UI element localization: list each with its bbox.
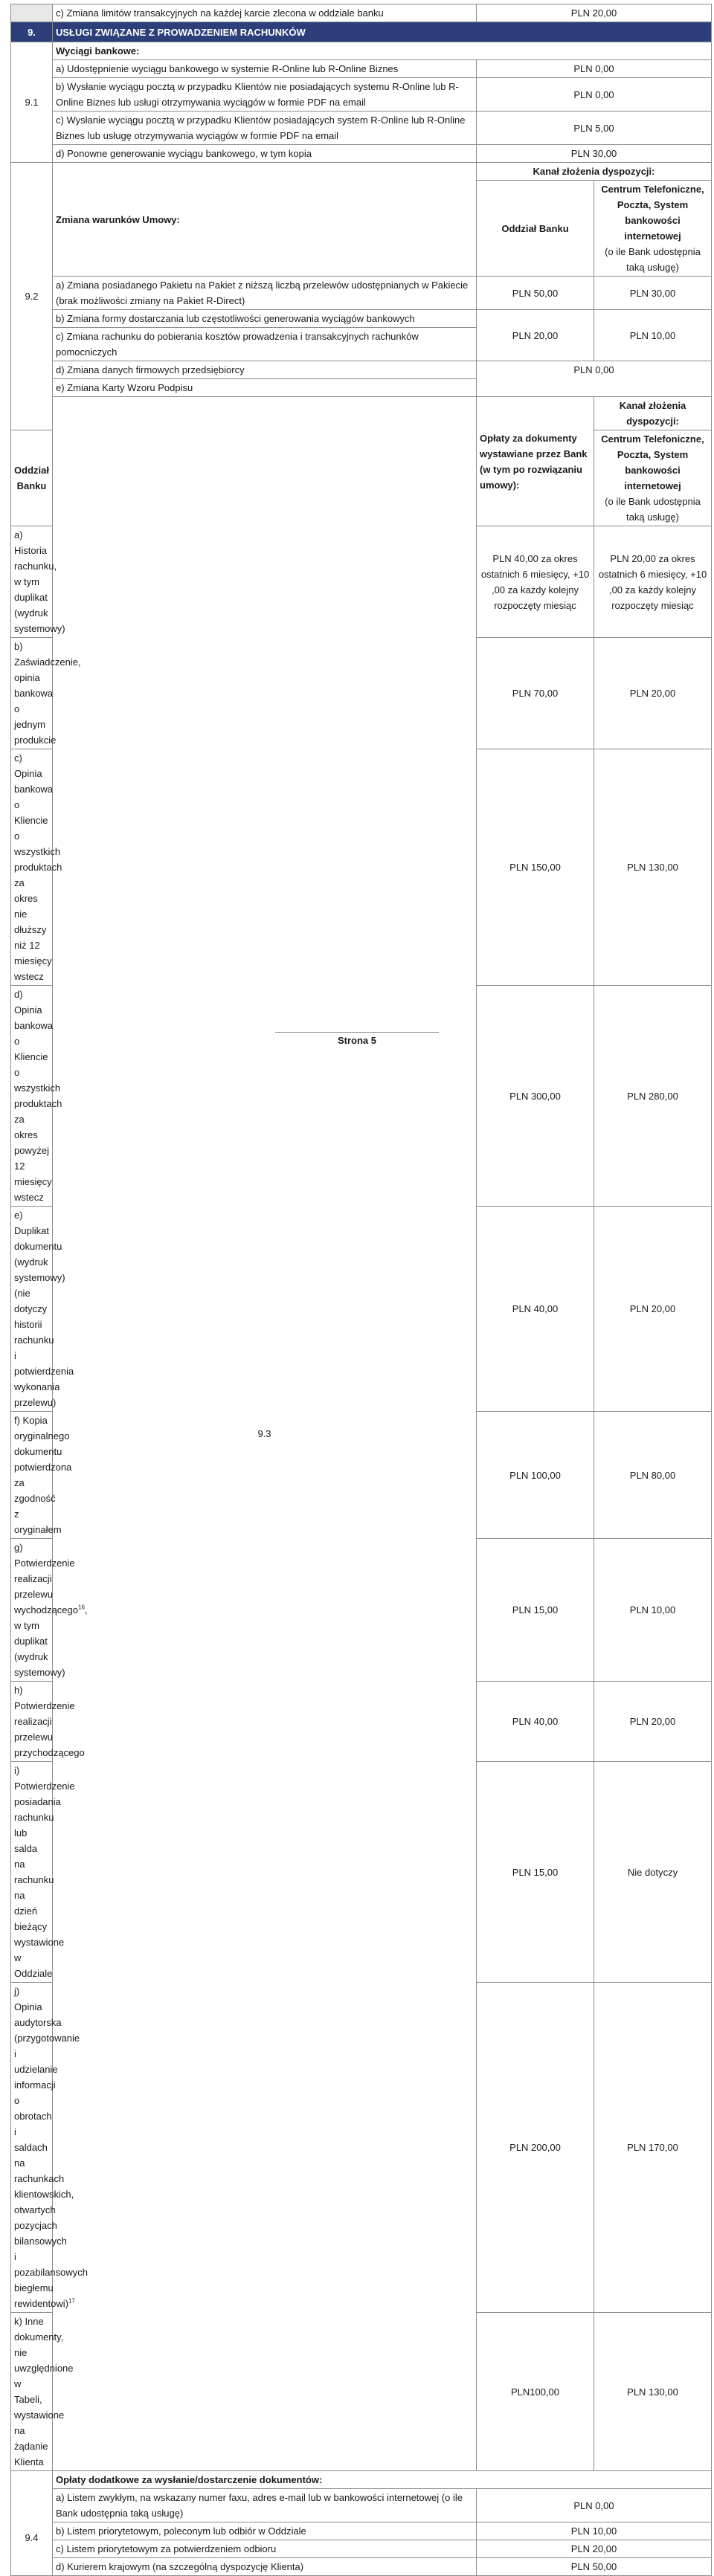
row-label: c) Zmiana rachunku do pobierania kosztów prowadzenia i transakcyjnych rachunków pomocniczych <box>53 328 477 361</box>
row-label <box>11 1207 74 1412</box>
row-label <box>11 1539 88 1682</box>
column-header-remote <box>594 181 712 277</box>
row-label: k) Inne dokumenty, nie uwzględnione w Tabeli, wystawione na żądanie Klienta <box>11 2313 53 2471</box>
row-label: h) Potwierdzenie realizacji przelewu przychodzącego <box>11 1682 53 1762</box>
table-row <box>11 310 712 328</box>
row-price-branch: PLN 150,00 <box>477 749 594 986</box>
subsection-heading: Wyciągi bankowe: <box>53 42 712 60</box>
row-price-branch: PLN 40,00 <box>477 1682 594 1762</box>
row-price-remote: PLN 80,00 <box>594 1412 712 1539</box>
column-header-remote <box>594 430 712 526</box>
column-header-remote-note: (o ile Bank udostępnia taką usługę) <box>605 496 701 523</box>
table-row <box>11 163 712 181</box>
table-row <box>11 42 712 60</box>
table-row <box>11 78 712 112</box>
row-label-text: g) Potwierdzenie realizacji przelewu wychodzącego <box>14 1542 78 1615</box>
row-label-note: (nie dotyczy historii rachunku i potwierdzenia wykonania przelewu) <box>14 1288 74 1408</box>
row-price-branch: PLN 20,00 <box>477 310 594 361</box>
page-number: Strona 5 <box>337 1035 376 1046</box>
row-label-text: j) Opinia audytorska (przygotowanie i udzielanie informacji o obrotach i saldach na rachunkach klientowskich, otwartych pozycjach bilansowych i pozabilansowych biegłemu rewidentowi) <box>14 1986 89 2309</box>
footnote-ref: 17 <box>68 2297 75 2305</box>
footnote-ref: 16 <box>78 1604 85 1611</box>
column-header-branch: Oddział Banku <box>477 181 594 277</box>
row-number: 9.4 <box>11 2471 53 2576</box>
section-title: USŁUGI ZWIĄZANE Z PROWADZENIEM RACHUNKÓW <box>53 22 712 42</box>
row-price-branch: PLN100,00 <box>477 2313 594 2471</box>
row-price-remote: PLN 20,00 <box>594 638 712 749</box>
row-label: b) Zmiana formy dostarczania lub częstotliwości generowania wyciągów bankowych <box>53 310 477 328</box>
row-price-remote: PLN 280,00 <box>594 986 712 1207</box>
row-price: PLN 20,00 <box>477 2540 712 2558</box>
row-number: 9.2 <box>11 163 53 430</box>
table-row <box>11 2489 712 2522</box>
column-header-remote-note: (o ile Bank udostępnia taką usługę) <box>605 246 701 273</box>
row-price: PLN 0,00 <box>477 2489 712 2522</box>
row-label: d) Opinia bankowa o Kliencie o wszystkich produktach za okres powyżej 12 miesięcy wstecz <box>11 986 53 1207</box>
fee-table <box>10 4 712 2576</box>
row-label: a) Zmiana posiadanego Pakietu na Pakiet z niższą liczbą przelewów udostępnianych w Pakiecie (brak możliwości zmiany na Pakiet R-Direct) <box>53 277 477 310</box>
row-label <box>11 1983 89 2313</box>
column-header-remote-title: Centrum Telefoniczne, Poczta, System bankowości internetowej <box>601 433 704 491</box>
row-price: PLN 10,00 <box>477 2522 712 2540</box>
row-price-branch: PLN 40,00 za okres ostatnich 6 miesięcy, +10 ,00 za każdy kolejny rozpoczęty miesiąc <box>477 526 594 638</box>
row-label: d) Kurierem krajowym (na szczególną dyspozycję Klienta) <box>53 2558 477 2576</box>
table-row <box>11 2471 712 2489</box>
section-header <box>11 22 712 42</box>
row-label: b) Zaświadczenie, opinia bankowa o jednym produkcie <box>11 638 53 749</box>
channel-label: Kanał złożenia dyspozycji: <box>594 397 712 430</box>
section-number: 9. <box>11 22 53 42</box>
subsection-heading: Zmiana warunków Umowy: <box>53 163 477 277</box>
row-price-remote: PLN 170,00 <box>594 1983 712 2313</box>
row-label: a) Historia rachunku, w tym duplikat (wydruk systemowy) <box>11 526 53 638</box>
row-label: c) Opinia bankowa o Kliencie o wszystkich produktach za okres nie dłuższy niż 12 miesięcy wstecz <box>11 749 53 986</box>
row-price-remote: Nie dotyczy <box>594 1762 712 1983</box>
column-header-branch: Oddział Banku <box>11 430 53 526</box>
row-price-branch: PLN 15,00 <box>477 1762 594 1983</box>
row-label: e) Zmiana Karty Wzoru Podpisu <box>53 379 477 397</box>
row-label: d) Zmiana danych firmowych przedsiębiorcy <box>53 361 477 379</box>
row-price-branch: PLN 100,00 <box>477 1412 594 1539</box>
table-row <box>11 277 712 310</box>
row-number: 9.3 <box>53 397 477 2471</box>
row-price-branch: PLN 40,00 <box>477 1207 594 1412</box>
row-label: f) Kopia oryginalnego dokumentu potwierdzona za zgodność z oryginałem <box>11 1412 53 1539</box>
row-price-remote: PLN 130,00 <box>594 2313 712 2471</box>
row-price: PLN 30,00 <box>477 145 712 163</box>
row-price-remote: PLN 130,00 <box>594 749 712 986</box>
column-header-remote-title: Centrum Telefoniczne, Poczta, System bankowości internetowej <box>601 184 704 242</box>
row-price: PLN 50,00 <box>477 2558 712 2576</box>
row-label: d) Ponowne generowanie wyciągu bankowego, w tym kopia <box>53 145 477 163</box>
table-row <box>11 2522 712 2540</box>
row-label: a) Listem zwykłym, na wskazany numer faxu, adres e-mail lub w bankowości internetowej (o ile Bank udostępnia taką usługę) <box>53 2489 477 2522</box>
row-label: b) Wysłanie wyciągu pocztą w przypadku Klientów nie posiadających systemu R-Online lub R-Online Biznes lub usługi otrzymywania wyciągów w formie PDF na email <box>53 78 477 112</box>
table-row <box>11 361 712 379</box>
row-price-branch: PLN 15,00 <box>477 1539 594 1682</box>
subsection-heading: Opłaty dodatkowe za wysłanie/dostarczenie dokumentów: <box>53 2471 712 2489</box>
row-price-branch: PLN 200,00 <box>477 1983 594 2313</box>
channel-label: Kanał złożenia dyspozycji: <box>477 163 712 181</box>
row-price: PLN 0,00 <box>477 60 712 78</box>
row-price-remote: PLN 20,00 za okres ostatnich 6 miesięcy, +10 ,00 za każdy kolejny rozpoczęty miesiąc <box>594 526 712 638</box>
row-price: PLN 5,00 <box>477 112 712 145</box>
row-label: b) Listem priorytetowym, poleconym lub odbiór w Oddziale <box>53 2522 477 2540</box>
row-label: i) Potwierdzenie posiadania rachunku lub salda na rachunku na dzień bieżący wystawione w Oddziale <box>11 1762 53 1983</box>
table-row <box>11 2558 712 2576</box>
row-price-remote: PLN 10,00 <box>594 1539 712 1682</box>
row-number: 9.1 <box>11 42 53 163</box>
table-row <box>11 4 712 22</box>
row-price-branch: PLN 300,00 <box>477 986 594 1207</box>
row-number-empty <box>11 4 53 22</box>
table-row <box>11 397 712 430</box>
row-label-text: , w tym duplikat (wydruk systemowy) <box>14 1604 88 1678</box>
row-label: a) Udostępnienie wyciągu bankowego w systemie R-Online lub R-Online Biznes <box>53 60 477 78</box>
table-row <box>11 145 712 163</box>
row-price-branch: PLN 50,00 <box>477 277 594 310</box>
row-price: PLN 0,00 <box>477 361 712 397</box>
row-price: PLN 0,00 <box>477 78 712 112</box>
footer-divider <box>275 1032 439 1033</box>
table-row <box>11 60 712 78</box>
row-label: c) Zmiana limitów transakcyjnych na każdej karcie zlecona w oddziale banku <box>53 4 477 22</box>
row-price-remote: PLN 30,00 <box>594 277 712 310</box>
row-label: c) Listem priorytetowym za potwierdzeniem odbioru <box>53 2540 477 2558</box>
row-label: c) Wysłanie wyciągu pocztą w przypadku Klientów posiadających system R-Online lub R-Online Biznes lub usługę otrzymywania wyciągów w formie PDF na email <box>53 112 477 145</box>
table-row <box>11 2540 712 2558</box>
subsection-heading: Opłaty za dokumenty wystawiane przez Bank (w tym po rozwiązaniu umowy): <box>477 397 594 526</box>
row-price: PLN 20,00 <box>477 4 712 22</box>
row-price-remote: PLN 10,00 <box>594 310 712 361</box>
table-row <box>11 112 712 145</box>
row-label-line: e) Duplikat dokumentu (wydruk systemowy) <box>14 1210 65 1283</box>
row-price-remote: PLN 20,00 <box>594 1682 712 1762</box>
row-price-branch: PLN 70,00 <box>477 638 594 749</box>
row-price-remote: PLN 20,00 <box>594 1207 712 1412</box>
